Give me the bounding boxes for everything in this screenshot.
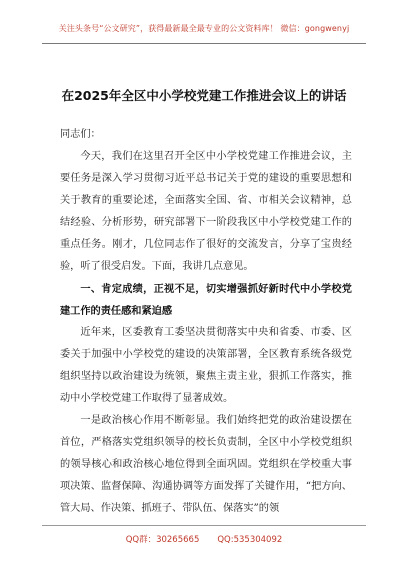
intro-paragraph: 今天，我们在这里召开全区中小学校党建工作推进会议，主要任务是深入学习贯彻习近平总书记关于党的建设的重要思想和关于教育的重要论述，全面落实全国、省、市相关会议精神，总结经验、分析形势，研究部署下一阶段我区中小学校党建工作的重点任务。刚才，几位同志作了很好的交流发言，分享了宝贵经验，听了很受启发。下面，我讲几点意见。 [60,151,352,272]
header-divider [42,43,366,44]
salutation: 同志们： [60,129,101,140]
section-heading: 一、肯定成绩，正视不足，切实增强抓好新时代中小学校党建工作的责任感和紧迫感 [60,283,352,317]
header-promo-note: 关注头条号“公文研究”，获得最新最全最专业的公文资料库！ 微信：gongwenyj [58,24,350,33]
footer-qq-number: QQ:535304092 [217,535,283,545]
document-title: 在2025年全区中小学校党建工作推进会议上的讲话 [61,88,347,103]
section-paragraph: 一是政治核心作用不断彰显。我们始终把党的政治建设摆在首位，严格落实党组织领导的校长负责制，全区中小学校党组织的领导核心和政治核心地位得到全面巩固。党组织在学校重大事项决策、监督保障、沟通协调等方面发挥了关键作用，“把方向、管大局、作决策、抓班子、带队伍、保落实”的领 [60,415,352,514]
footer-qq-group: QQ群：30265665 [125,535,200,545]
document-body [60,124,352,520]
section-paragraph: 近年来，区委教育工委坚决贯彻落实中央和省委、市委、区委关于加强中小学校党的建设的决策部署，全区教育系统各级党组织坚持以政治建设为统领，聚焦主责主业，狠抓工作落实，推动中小学校党建工作取得了显著成效。 [60,327,352,404]
footer-contact [0,533,408,545]
footer-divider [42,525,366,526]
